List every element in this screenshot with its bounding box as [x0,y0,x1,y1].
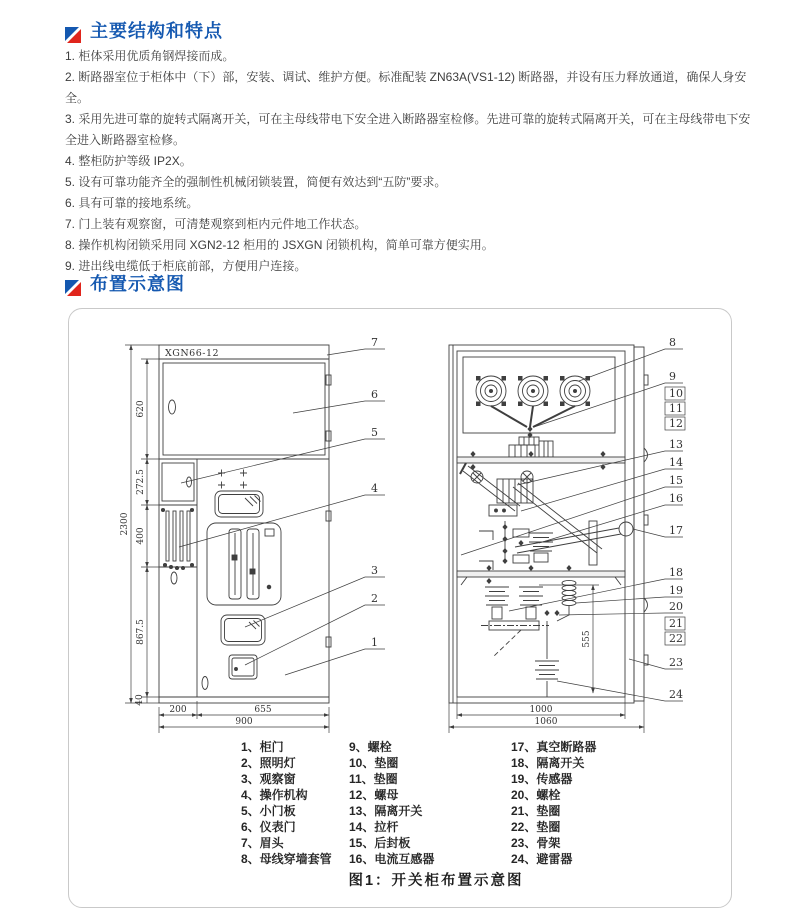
front-dim-200: 200 [169,705,187,715]
figure-box [68,308,732,908]
callout-23: 23 [669,656,683,669]
feature-list [65,46,755,277]
figure-drawing [69,315,731,745]
side-view-drawing [449,345,685,733]
features-section-header [65,17,223,43]
front-view-drawing [125,345,385,733]
callout-5: 5 [371,426,378,439]
callout-11: 11 [669,402,683,415]
part-item: 8、母线穿墙套管 [241,852,332,866]
feature-item: 1. 柜体采用优质角钢焊接而成。 [65,49,235,63]
parts-column-3 [511,739,711,867]
callout-20: 20 [669,600,683,613]
marker-icon-svg [65,27,81,43]
figure-caption: 图1：开关柜布置示意图 [348,873,524,889]
callout-10: 10 [669,387,683,400]
feature-item: 4. 整柜防护等级 IP2X。 [65,154,192,168]
marker-icon-svg [65,280,81,296]
part-item: 3、观察窗 [241,772,296,786]
part-item: 10、垫圈 [349,756,399,770]
callout-13: 13 [669,438,683,451]
front-dim-655: 655 [254,705,272,715]
feature-item: 6. 具有可靠的接地系统。 [65,196,199,210]
front-dim-620: 620 [136,400,146,418]
front-model-label: XGN66-12 [165,348,220,359]
side-dim-1000: 1000 [529,705,553,715]
part-item: 2、照明灯 [241,756,296,770]
layout-section-header [65,270,185,296]
side-dim-1060: 1060 [534,717,558,727]
part-item: 18、隔离开关 [511,756,585,770]
part-item: 12、螺母 [349,788,399,802]
callout-17: 17 [669,524,683,537]
part-item: 5、小门板 [241,804,296,818]
callout-24: 24 [669,688,683,701]
front-dim-272: 272.5 [136,469,146,495]
part-item: 13、隔离开关 [349,804,423,818]
callout-2: 2 [371,592,378,605]
callout-14: 14 [669,456,683,469]
part-item: 17、真空断路器 [511,740,597,754]
part-item: 23、骨架 [511,836,561,850]
callout-6: 6 [371,388,378,401]
callout-4: 4 [371,482,378,495]
part-item: 16、电流互感器 [349,852,435,866]
side-dim-555: 555 [582,630,592,648]
callout-15: 15 [669,474,683,487]
feature-item: 7. 门上装有观察窗，可清楚观察到柜内元件地工作状态。 [65,217,367,231]
section-marker-icon [65,275,81,291]
part-item: 1、柜门 [241,740,284,754]
part-item: 22、垫圈 [511,820,561,834]
part-item: 14、拉杆 [349,820,399,834]
part-item: 11、垫圈 [349,772,398,786]
callout-7: 7 [371,336,378,349]
part-item: 7、眉头 [241,836,284,850]
layout-section-title: 布置示意图 [90,274,185,294]
callout-3: 3 [371,564,378,577]
features-section-title: 主要结构和特点 [90,21,223,41]
feature-item: 5. 设有可靠功能齐全的强制性机械闭锁装置，简便有效达到“五防”要求。 [65,175,447,189]
part-item: 4、操作机构 [241,788,308,802]
callout-18: 18 [669,566,683,579]
front-dim-900: 900 [235,717,253,727]
callout-1: 1 [371,636,378,649]
part-item: 19、传感器 [511,772,573,786]
part-item: 21、垫圈 [511,804,561,818]
callout-9: 9 [669,370,676,383]
callout-22: 22 [669,632,683,645]
parts-column-1 [241,739,349,867]
callout-8: 8 [669,336,676,349]
front-dim-40: 40 [135,694,145,706]
front-dim-867: 867.5 [136,619,146,645]
feature-item: 8. 操作机构闭锁采用同 XGN2-12 柜用的 JSXGN 闭锁机构，简单可靠方便实用。 [65,238,494,252]
part-item: 24、避雷器 [511,852,573,866]
part-item: 9、螺栓 [349,740,392,754]
callout-16: 16 [669,492,683,505]
part-item: 20、螺栓 [511,788,561,802]
feature-item: 9. 进出线电缆低于柜底前部，方便用户连接。 [65,259,307,273]
feature-item: 3. 采用先进可靠的旋转式隔离开关，可在主母线带电下安全进入断路器室检修。先进可靠的旋转式隔离开关，可在主母线带电下安全进入断路器室检修。 [65,112,751,147]
parts-list [241,739,711,867]
front-dim-total: 2300 [120,512,130,536]
part-item: 15、后封板 [349,836,411,850]
feature-item: 2. 断路器室位于柜体中（下）部，安装、调试、维护方便。标准配装 ZN63A(VS1-12) 断路器，并设有压力释放通道，确保人身安全。 [65,70,747,105]
parts-column-2 [349,739,511,867]
section-marker-icon [65,22,81,38]
front-dim-400: 400 [136,527,146,545]
callout-21: 21 [669,617,683,630]
callout-12: 12 [669,417,683,430]
part-item: 6、仪表门 [241,820,296,834]
callout-19: 19 [669,584,683,597]
